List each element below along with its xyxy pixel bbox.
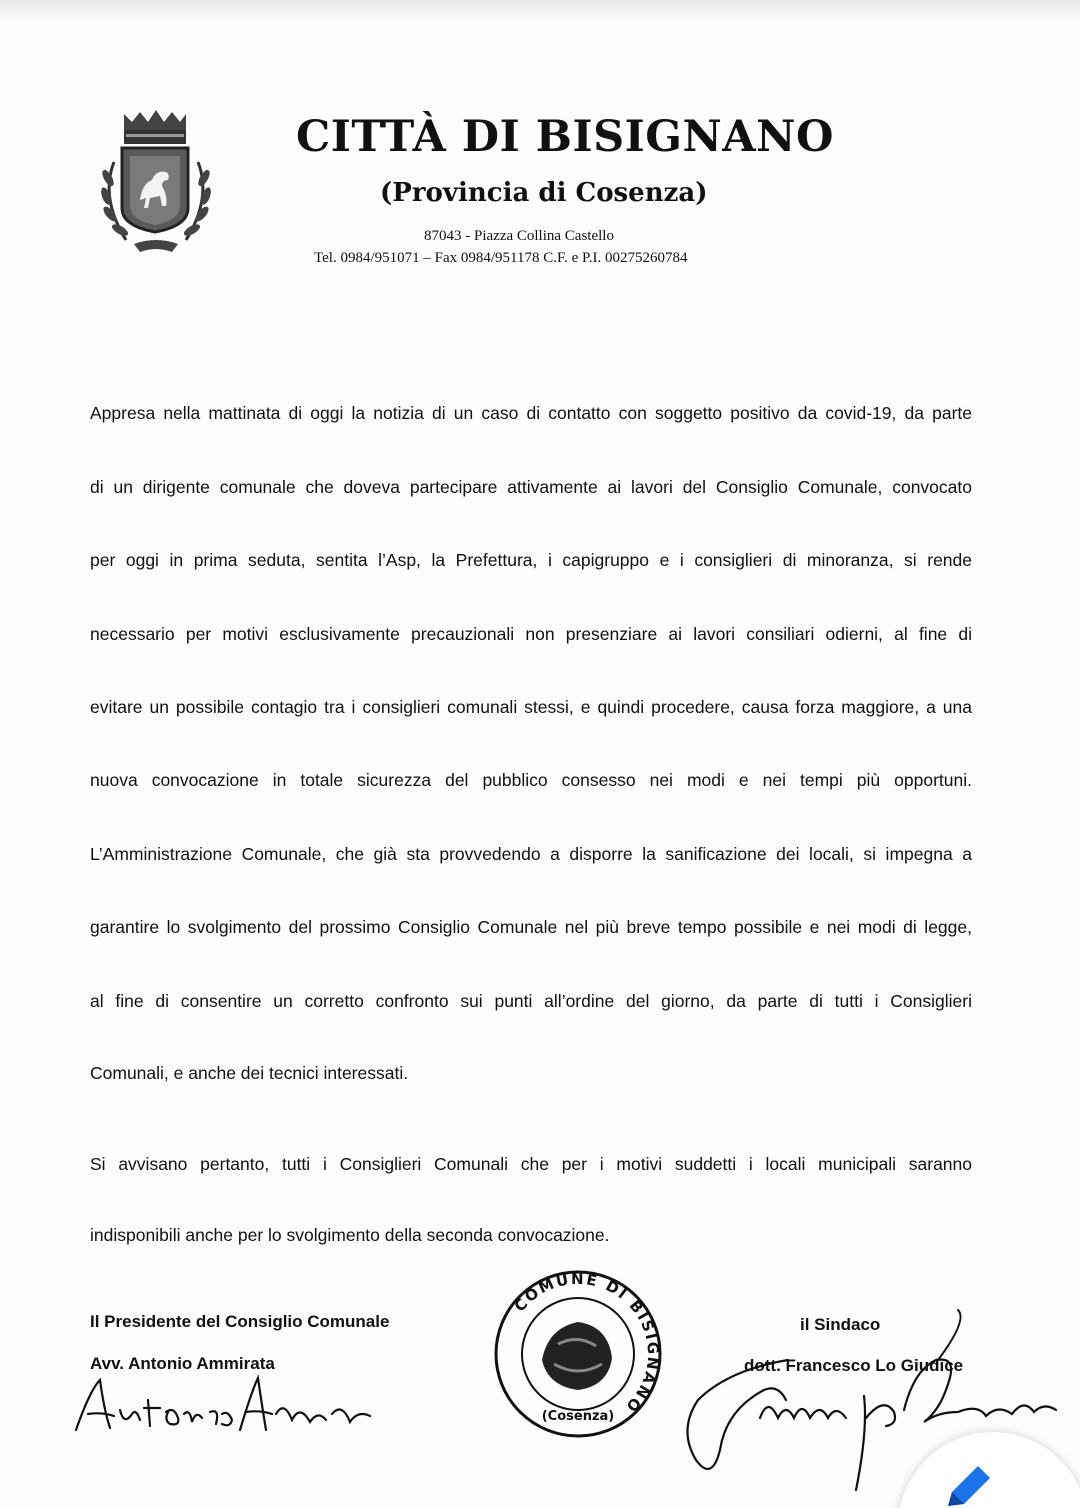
- body-line: garantire lo svolgimento del prossimo Consiglio Comunale nel più breve tempo possibile e nei modi di legge,: [90, 917, 972, 937]
- official-stamp: [492, 1268, 664, 1440]
- body-line: evitare un possibile contagio tra i consiglieri comunali stessi, e quindi procedere, causa forza maggiore, a una: [90, 697, 972, 717]
- body-line: Si avvisano pertanto, tutti i Consiglieri Comunali che per i motivi suddetti i locali municipali saranno: [90, 1154, 972, 1174]
- top-shadow: [0, 0, 1080, 22]
- page-title: CITTÀ DI BISIGNANO: [296, 112, 834, 162]
- address-line: 87043 - Piazza Collina Castello: [424, 228, 614, 244]
- body-line: Appresa nella mattinata di oggi la notizia di un caso di contatto con soggetto positivo da covid-19, da parte: [90, 403, 972, 423]
- body-line: nuova convocazione in totale sicurezza del pubblico consesso nei modi e nei tempi più opportuni.: [90, 770, 972, 790]
- pencil-edit-icon[interactable]: [938, 1462, 998, 1508]
- mayor-title: il Sindaco: [800, 1315, 881, 1334]
- stamp-subtext: (Cosenza): [541, 1409, 615, 1424]
- municipal-crest-icon: [96, 108, 216, 258]
- president-name: Avv. Antonio Ammirata: [90, 1354, 275, 1373]
- body-line: L’Amministrazione Comunale, che già sta provvedendo a disporre la sanificazione dei locali, si impegna a: [90, 844, 972, 864]
- body-line: Comunali, e anche dei tecnici interessati.: [90, 1063, 409, 1083]
- page-subtitle: (Provincia di Cosenza): [380, 178, 708, 208]
- president-signature: [70, 1370, 380, 1440]
- body-line: al fine di consentire un corretto confronto sui punti all’ordine del giorno, da parte di tutti i Consiglieri: [90, 991, 972, 1011]
- contacts-line: Tel. 0984/951071 – Fax 0984/951178 C.F. e P.I. 00275260784: [314, 250, 688, 266]
- mayor-name: dott. Francesco Lo Giudice: [744, 1356, 964, 1375]
- body-line: necessario per motivi esclusivamente precauzionali non presenziare ai lavori consiliari odierni, al fine di: [90, 624, 972, 644]
- president-title: Il Presidente del Consiglio Comunale: [90, 1312, 390, 1331]
- body-line: indisponibili anche per lo svolgimento della seconda convocazione.: [90, 1225, 610, 1245]
- body-line: per oggi in prima seduta, sentita l’Asp, la Prefettura, i capigruppo e i consiglieri di minoranza, si rende: [90, 550, 972, 570]
- stamp-text: COMUNE DI BISIGNANO: [510, 1269, 663, 1417]
- body-line: di un dirigente comunale che doveva partecipare attivamente ai lavori del Consiglio Comunale, convocato: [90, 477, 972, 497]
